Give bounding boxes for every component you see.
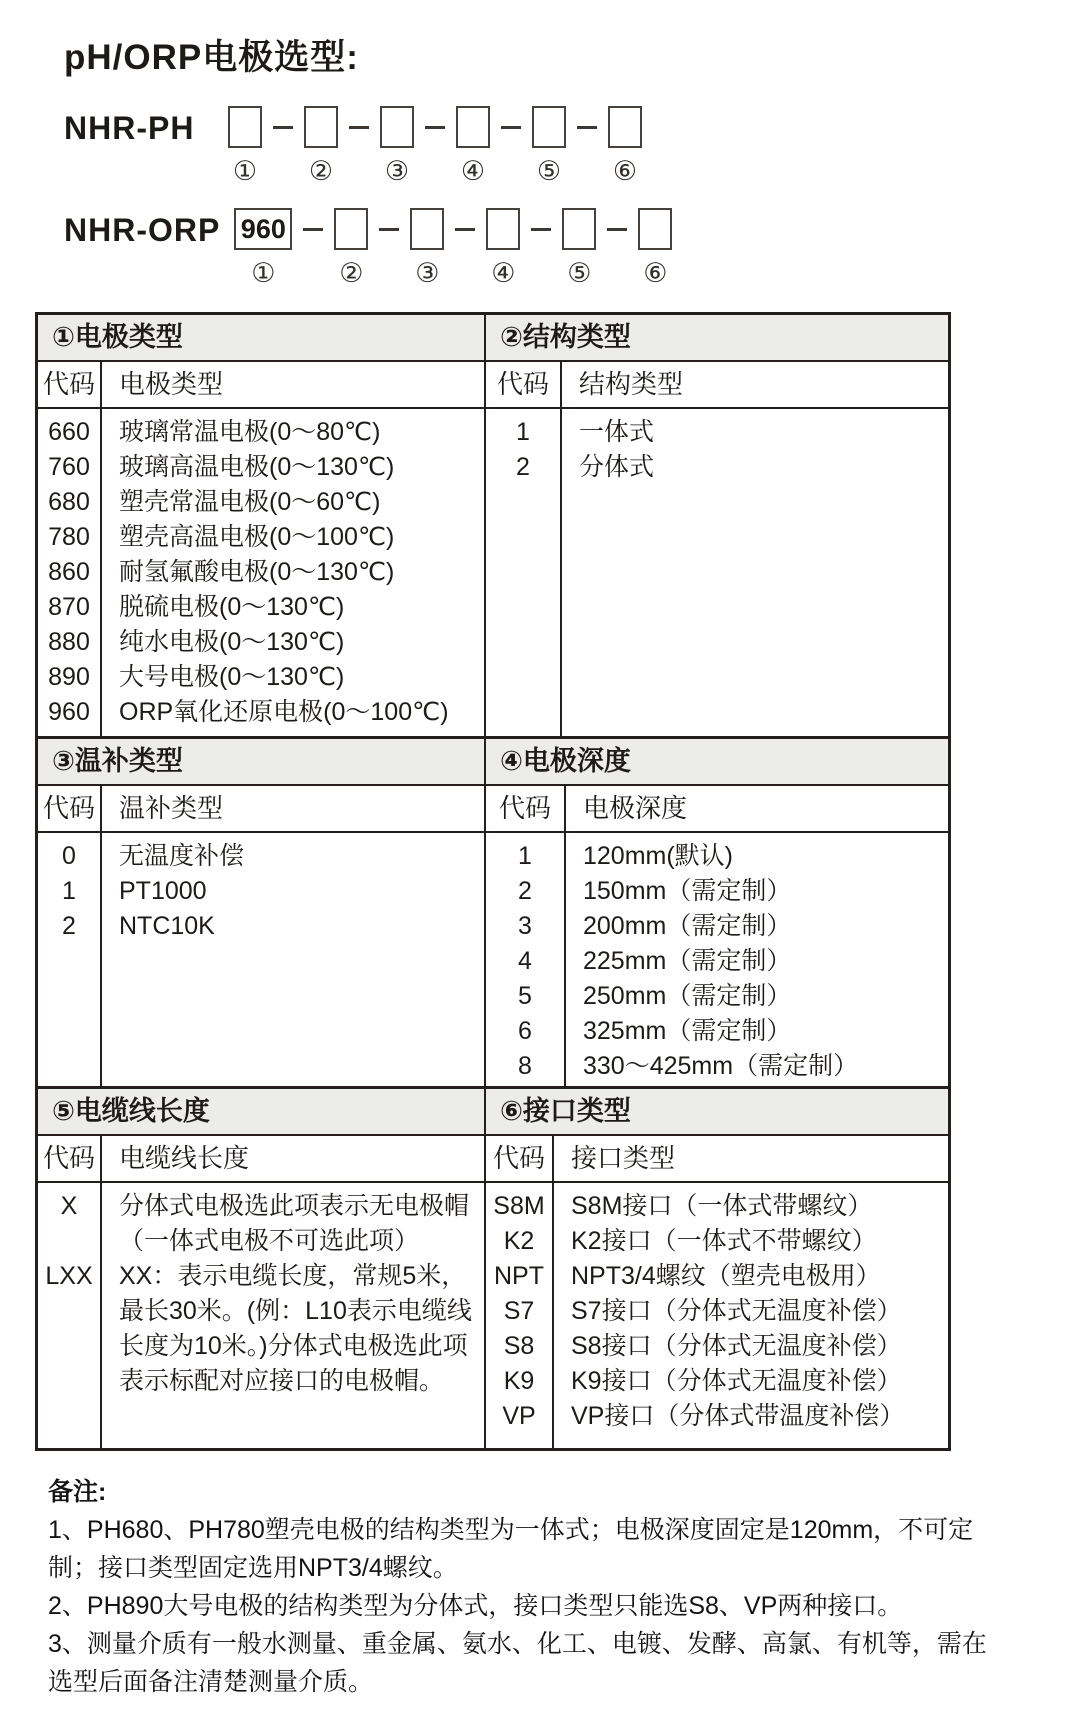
row-code: 780 xyxy=(38,520,102,555)
row-code: 1 xyxy=(486,839,566,874)
row-code: 2 xyxy=(38,909,102,944)
row-value: S8接口（分体式无温度补偿） xyxy=(571,1332,902,1360)
row-value: PT1000 xyxy=(119,877,207,905)
row-value: NTC10K xyxy=(119,912,215,940)
row-value: 塑壳常温电极(0～60℃) xyxy=(119,488,381,516)
row-value: K9接口（分体式无温度补偿） xyxy=(571,1367,902,1395)
model-code-box xyxy=(228,106,262,148)
row-code: 1 xyxy=(486,415,562,450)
row-value: 150mm（需定制） xyxy=(583,877,792,905)
table-row xyxy=(38,660,484,695)
table-row xyxy=(38,590,484,625)
position-number: ③ xyxy=(384,156,410,186)
model-code-diagrams xyxy=(64,106,1080,288)
table-tempcomp-type xyxy=(38,786,486,1086)
row-value: 玻璃高温电极(0～130℃) xyxy=(119,453,395,481)
table-row xyxy=(486,1049,948,1084)
col-header-value: 电极类型 xyxy=(119,369,224,399)
row-value: S8M接口（一体式带螺纹） xyxy=(571,1192,873,1220)
row-value: 分体式 xyxy=(579,453,655,481)
table-row xyxy=(38,909,484,944)
table-row xyxy=(486,1259,948,1294)
table-row xyxy=(38,485,484,520)
dash-separator xyxy=(262,106,304,148)
notes-block xyxy=(48,1473,998,1701)
row-code: 860 xyxy=(38,555,102,590)
col-header-code: 代码 xyxy=(38,786,102,831)
row-value: 250mm（需定制） xyxy=(583,982,792,1010)
code-slot-1 xyxy=(234,208,292,288)
row-code: 880 xyxy=(38,625,102,660)
table-row xyxy=(486,1189,948,1224)
selection-table xyxy=(35,312,951,1451)
table-row xyxy=(486,1399,948,1434)
col-header-code: 代码 xyxy=(38,1136,102,1181)
row-value: NPT3/4螺纹（塑壳电极用） xyxy=(571,1262,881,1290)
col-header-value: 接口类型 xyxy=(571,1143,676,1173)
row-code: 760 xyxy=(38,450,102,485)
code-slot-4 xyxy=(486,208,520,288)
row-code: NPT xyxy=(486,1259,554,1294)
model-code-box xyxy=(380,106,414,148)
header-electrode-depth: ④电极深度 xyxy=(500,746,631,776)
row-value: VP接口（分体式带温度补偿） xyxy=(571,1402,905,1430)
position-number: ④ xyxy=(491,258,516,288)
column-header-row xyxy=(38,1136,484,1183)
row-code: 0 xyxy=(38,839,102,874)
model-code-box xyxy=(638,208,672,250)
column-header-row xyxy=(486,1136,948,1183)
table-row xyxy=(486,944,948,979)
position-number: ④ xyxy=(460,156,486,186)
position-number: ② xyxy=(339,258,364,288)
row-code: S7 xyxy=(486,1294,554,1329)
row-value: 大号电极(0～130℃) xyxy=(119,663,345,691)
table-row xyxy=(38,450,484,485)
dash-separator xyxy=(368,208,410,250)
row-code: K2 xyxy=(486,1224,554,1259)
model-code-box xyxy=(456,106,490,148)
row-code: LXX xyxy=(38,1259,102,1399)
col-header-value: 电缆线长度 xyxy=(119,1143,250,1173)
row-value: 330～425mm（需定制） xyxy=(583,1052,859,1080)
row-value: 120mm(默认) xyxy=(583,842,734,870)
table-electrode-depth xyxy=(486,786,948,1086)
row-value: 225mm（需定制） xyxy=(583,947,792,975)
dash-separator xyxy=(520,208,562,250)
row-value: 分体式电极选此项表示无电极帽（一体式电极不可选此项） xyxy=(119,1192,470,1255)
header-cable-length: ⑤电缆线长度 xyxy=(38,1089,486,1134)
table-row xyxy=(486,415,948,450)
section-tempcomp-depth xyxy=(38,736,948,1086)
col-header-code: 代码 xyxy=(486,1136,554,1181)
row-value: ORP氧化还原电极(0～100℃) xyxy=(119,698,449,726)
code-slot-3 xyxy=(410,208,444,288)
row-code: S8 xyxy=(486,1329,554,1364)
note-item-1: 1、PH680、PH780塑壳电极的结构类型为一体式；电极深度固定是120mm，不可定制；接口类型固定选用NPT3/4螺纹。 xyxy=(48,1516,974,1582)
row-code: 8 xyxy=(486,1049,566,1084)
table-row xyxy=(486,1364,948,1399)
position-number: ① xyxy=(232,156,258,186)
position-number: ⑥ xyxy=(643,258,668,288)
column-header-row xyxy=(486,786,948,833)
row-value: 脱硫电极(0～130℃) xyxy=(119,593,345,621)
model-line-nhr-ph xyxy=(64,106,1080,186)
table-row xyxy=(38,695,484,730)
position-number: ③ xyxy=(415,258,440,288)
table-row xyxy=(486,839,948,874)
table-row xyxy=(486,1014,948,1049)
row-code: X xyxy=(38,1189,102,1259)
row-code: 5 xyxy=(486,979,566,1014)
section-header-row xyxy=(38,739,948,786)
row-code: 2 xyxy=(486,450,562,485)
model-code-box-filled: 960 xyxy=(234,208,292,250)
header-interface-type: ⑥接口类型 xyxy=(500,1096,631,1126)
row-code: 680 xyxy=(38,485,102,520)
dash-separator xyxy=(414,106,456,148)
table-electrode-type xyxy=(38,362,486,736)
table-row xyxy=(38,520,484,555)
model-prefix: NHR-ORP xyxy=(64,212,221,248)
model-code-box xyxy=(334,208,368,250)
code-slot-2 xyxy=(304,106,338,186)
table-row xyxy=(486,874,948,909)
col-header-value: 结构类型 xyxy=(579,369,684,399)
row-value: 325mm（需定制） xyxy=(583,1017,792,1045)
row-value: S7接口（分体式无温度补偿） xyxy=(571,1297,902,1325)
column-header-row xyxy=(38,362,484,409)
position-number: ② xyxy=(308,156,334,186)
header-tempcomp-type: ③温补类型 xyxy=(38,739,486,784)
table-row xyxy=(486,1329,948,1364)
dash-separator xyxy=(292,208,334,250)
row-value: K2接口（一体式不带螺纹） xyxy=(571,1227,877,1255)
page-title: pH/ORP电极选型: xyxy=(64,38,359,77)
row-code: 870 xyxy=(38,590,102,625)
col-header-code: 代码 xyxy=(486,362,562,407)
row-code: 2 xyxy=(486,874,566,909)
row-value: 玻璃常温电极(0～80℃) xyxy=(119,418,381,446)
table-cable-length xyxy=(38,1136,486,1448)
model-prefix: NHR-PH xyxy=(64,110,195,146)
table-structure-type xyxy=(486,362,948,736)
code-slot-5 xyxy=(562,208,596,288)
col-header-value: 电极深度 xyxy=(583,793,688,823)
table-interface-type xyxy=(486,1136,948,1448)
position-number: ⑤ xyxy=(567,258,592,288)
section-header-row xyxy=(38,315,948,362)
dash-separator xyxy=(566,106,608,148)
notes-label: 备注: xyxy=(48,1478,107,1506)
row-value: 一体式 xyxy=(579,418,655,446)
header-electrode-type: ①电极类型 xyxy=(38,315,486,360)
position-number: ① xyxy=(251,258,276,288)
table-row xyxy=(38,1189,484,1259)
code-slot-3 xyxy=(380,106,414,186)
header-structure-type: ②结构类型 xyxy=(500,322,631,352)
dash-separator xyxy=(338,106,380,148)
row-value: 塑壳高温电极(0～100℃) xyxy=(119,523,395,551)
col-header-value: 温补类型 xyxy=(119,793,224,823)
note-item-2: 2、PH890大号电极的结构类型为分体式，接口类型只能选S8、VP两种接口。 xyxy=(48,1592,903,1620)
column-header-row xyxy=(38,786,484,833)
dash-separator xyxy=(490,106,532,148)
model-code-box xyxy=(304,106,338,148)
row-code: 4 xyxy=(486,944,566,979)
code-slot-4 xyxy=(456,106,490,186)
model-code-box xyxy=(532,106,566,148)
table-row xyxy=(38,874,484,909)
row-code: 6 xyxy=(486,1014,566,1049)
row-code: S8M xyxy=(486,1189,554,1224)
position-number: ⑥ xyxy=(612,156,638,186)
model-line-nhr-orp xyxy=(64,208,1080,288)
code-slot-2 xyxy=(334,208,368,288)
section-header-row xyxy=(38,1089,948,1136)
section-electrode-structure xyxy=(38,315,948,736)
row-code: 3 xyxy=(486,909,566,944)
model-code-box xyxy=(410,208,444,250)
code-slot-1 xyxy=(228,106,262,186)
col-header-code: 代码 xyxy=(38,362,102,407)
note-item-3: 3、测量介质有一般水测量、重金属、氨水、化工、电镀、发酵、高氯、有机等，需在选型后面备注清楚测量介质。 xyxy=(48,1630,987,1696)
row-value: 200mm（需定制） xyxy=(583,912,792,940)
dash-separator xyxy=(444,208,486,250)
code-slot-5 xyxy=(532,106,566,186)
row-code: K9 xyxy=(486,1364,554,1399)
position-number: ⑤ xyxy=(536,156,562,186)
section-cable-interface xyxy=(38,1086,948,1448)
table-row xyxy=(38,1259,484,1399)
table-row xyxy=(38,625,484,660)
row-value: XX：表示电缆长度，常规5米，最长30米。(例：L10表示电缆线长度为10米。)分体式电极选此项表示标配对应接口的电极帽。 xyxy=(119,1262,472,1395)
model-code-box xyxy=(486,208,520,250)
table-row xyxy=(486,979,948,1014)
row-code: VP xyxy=(486,1399,554,1434)
code-slots xyxy=(234,208,672,288)
row-code: 660 xyxy=(38,415,102,450)
row-code: 960 xyxy=(38,695,102,730)
code-slot-6 xyxy=(608,106,642,186)
row-value: 纯水电极(0～130℃) xyxy=(119,628,345,656)
table-row xyxy=(486,1224,948,1259)
table-row xyxy=(38,839,484,874)
model-code-box xyxy=(562,208,596,250)
row-code: 1 xyxy=(38,874,102,909)
dash-separator xyxy=(596,208,638,250)
col-header-code: 代码 xyxy=(486,786,566,831)
row-value: 耐氢氟酸电极(0～130℃) xyxy=(119,558,395,586)
row-value: 无温度补偿 xyxy=(119,842,245,870)
table-row xyxy=(38,555,484,590)
model-code-box xyxy=(608,106,642,148)
table-row xyxy=(38,415,484,450)
table-row xyxy=(486,909,948,944)
table-row xyxy=(486,1294,948,1329)
column-header-row xyxy=(486,362,948,409)
code-slot-6 xyxy=(638,208,672,288)
row-code: 890 xyxy=(38,660,102,695)
code-slots xyxy=(228,106,642,186)
table-row xyxy=(486,450,948,485)
